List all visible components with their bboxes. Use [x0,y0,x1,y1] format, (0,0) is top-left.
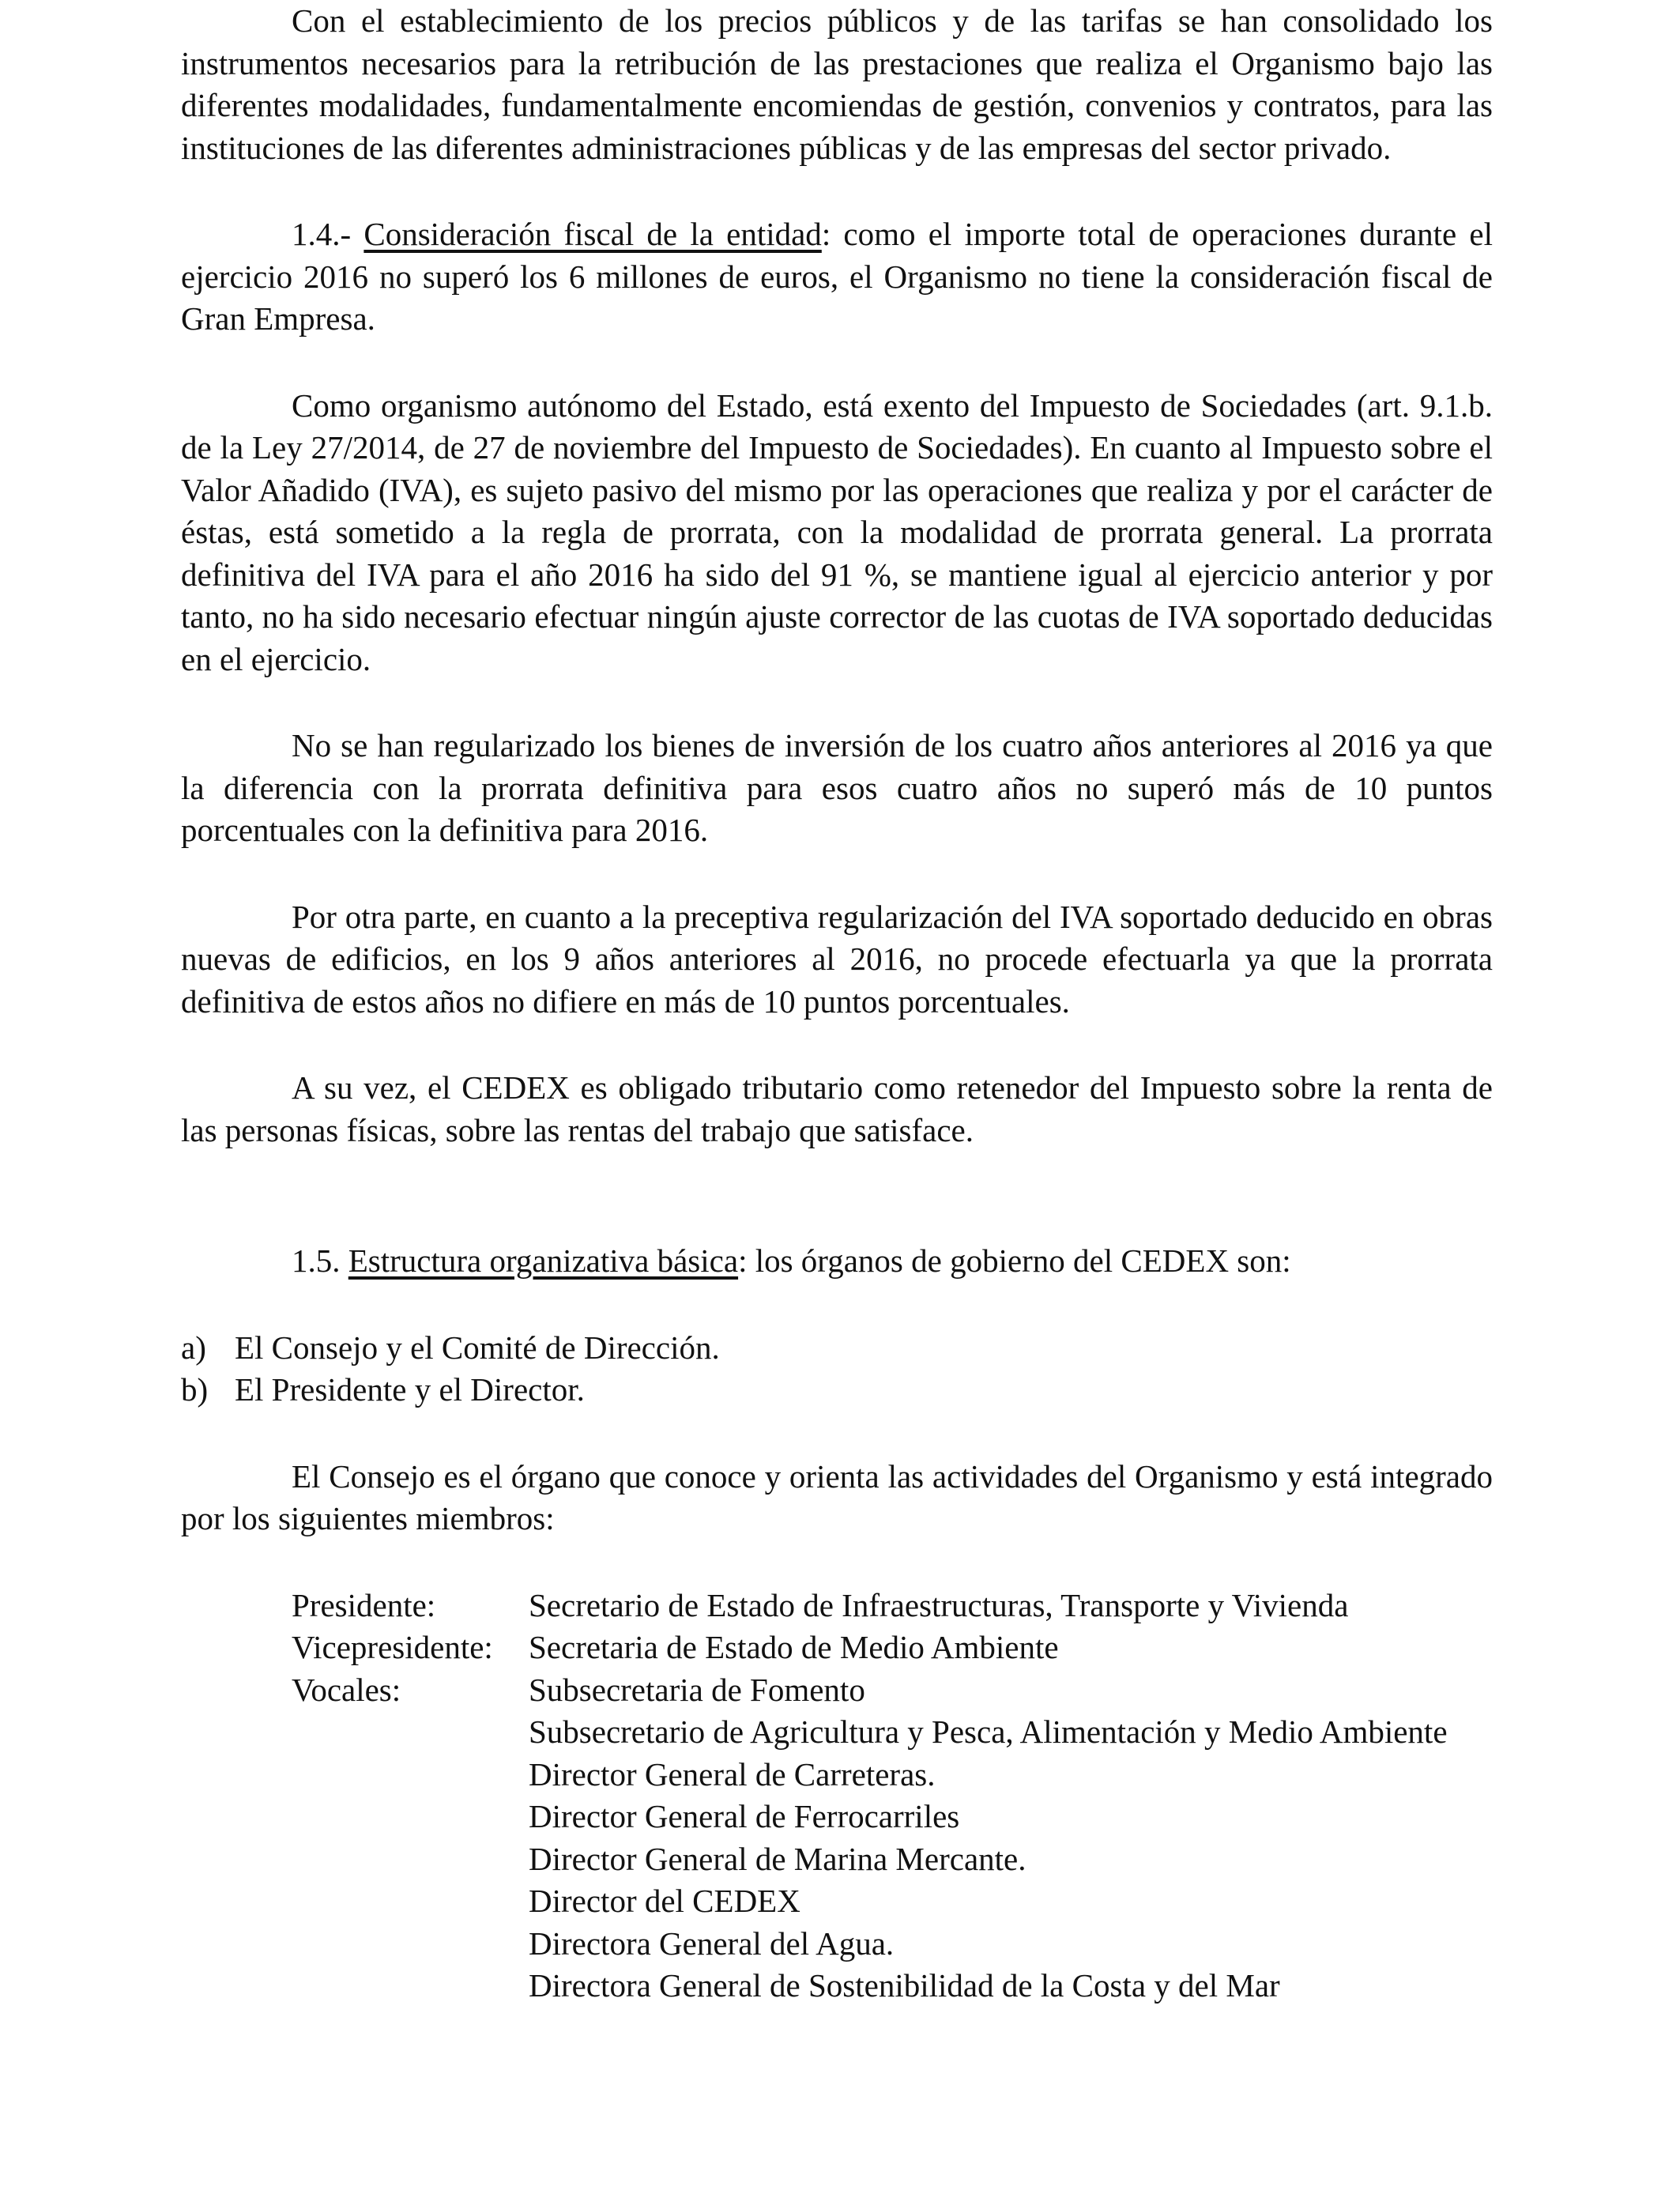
section-1-4-number: 1.4.- [292,216,364,252]
vocal-item: Subsecretario de Agricultura y Pesca, Alimentación y Medio Ambiente [529,1713,1448,1750]
member-name: Secretaria de Estado de Medio Ambiente [529,1629,1059,1665]
member-row [292,1585,1493,1627]
vocal-item: Director General de Carreteras. [529,1755,936,1793]
section-1-4-text: : como el importe total de operaciones durante el ejercicio 2016 no superó los 6 millones de euros, el Organismo no tiene la consideración fiscal de Gran Empresa. [181,216,1493,337]
section-1-5-text: : los órganos de gobierno del CEDEX son: [738,1242,1291,1279]
vocal-item: Director del CEDEX [529,1883,800,1919]
member-role: Vocales: [292,1671,401,1708]
vocal-item: Director General de Marina Mercante. [529,1840,1026,1877]
paragraph-consejo: El Consejo es el órgano que conoce y orienta las actividades del Organismo y está integrado por los siguientes miembros: [181,1457,1493,1536]
list-item: b) El Presidente y el Director. [181,1371,585,1408]
list-item: a) El Consejo y el Comité de Dirección. [181,1329,720,1366]
vocal-item: Director General de Ferrocarriles [529,1798,960,1834]
section-1-4-heading: Consideración fiscal de la entidad [363,216,822,252]
member-name: Secretario de Estado de Infraestructuras, Transporte y Vivienda [529,1586,1349,1623]
member-row [292,1627,1493,1669]
document-page [181,0,1493,2007]
vocales-list [529,1669,1493,2007]
section-1-5-number: 1.5. [292,1242,348,1279]
member-role: Vicepresidente: [292,1629,493,1665]
vocal-item: Directora General de Sostenibilidad de la Costa y del Mar [529,1967,1280,2004]
section-1-5-heading: Estructura organizativa básica [348,1242,739,1279]
paragraph-regularizacion-iva: Por otra parte, en cuanto a la preceptiva regularización del IVA soportado deducido en obras nuevas de edificios, en los 9 años anteriores al 2016, no procede efectuarla ya que la prorrata definitiva de estos años no difiere en más de 10 puntos porcentuales. [181,898,1493,1020]
paragraph-impuesto-sociedades: Como organismo autónomo del Estado, está exento del Impuesto de Sociedades (art. 9.1.b. de la Ley 27/2014, de 27 de noviembre del Impuesto de Sociedades). En cuanto al Impuesto sobre el Valor Añadido (IVA), es sujeto pasivo del mismo por las operaciones que realiza y por el carácter de éstas, está sometido a la regla de prorrata, con la modalidad de prorrata general. La prorrata definitiva del IVA para el año 2016 ha sido del 91 %, se mantiene igual al ejercicio anterior y por tanto, no ha sido necesario efectuar ningún ajuste corrector de las cuotas de IVA soportado deducidas en el ejercicio. [181,386,1493,677]
member-row [292,1669,1493,2007]
paragraph-precios-publicos: Con el establecimiento de los precios públicos y de las tarifas se han consolidado los instrumentos necesarios para la retribución de las prestaciones que realiza el Organismo bajo las diferentes modalidades, fundamentalmente encomiendas de gestión, convenios y contratos, para las instituciones de las diferentes administraciones públicas y de las empresas del sector privado. [181,2,1493,166]
member-role: Presidente: [292,1586,436,1623]
paragraph-retenedor: A su vez, el CEDEX es obligado tributario como retenedor del Impuesto sobre la renta de las personas físicas, sobre las rentas del trabajo que satisface. [181,1069,1493,1148]
section-1-5 [181,1240,1493,1283]
organos-list [181,1327,1493,1412]
section-1-4 [181,213,1493,341]
consejo-members [292,1585,1493,2007]
vocal-item: Directora General del Agua. [529,1924,895,1962]
vocal-item: Subsecretaria de Fomento [529,1671,865,1708]
paragraph-bienes-inversion: No se han regularizado los bienes de inversión de los cuatro años anteriores al 2016 ya que la diferencia con la prorrata definitiva para esos cuatro años no superó más de 10 puntos porcentuales con la definitiva para 2016. [181,727,1493,848]
